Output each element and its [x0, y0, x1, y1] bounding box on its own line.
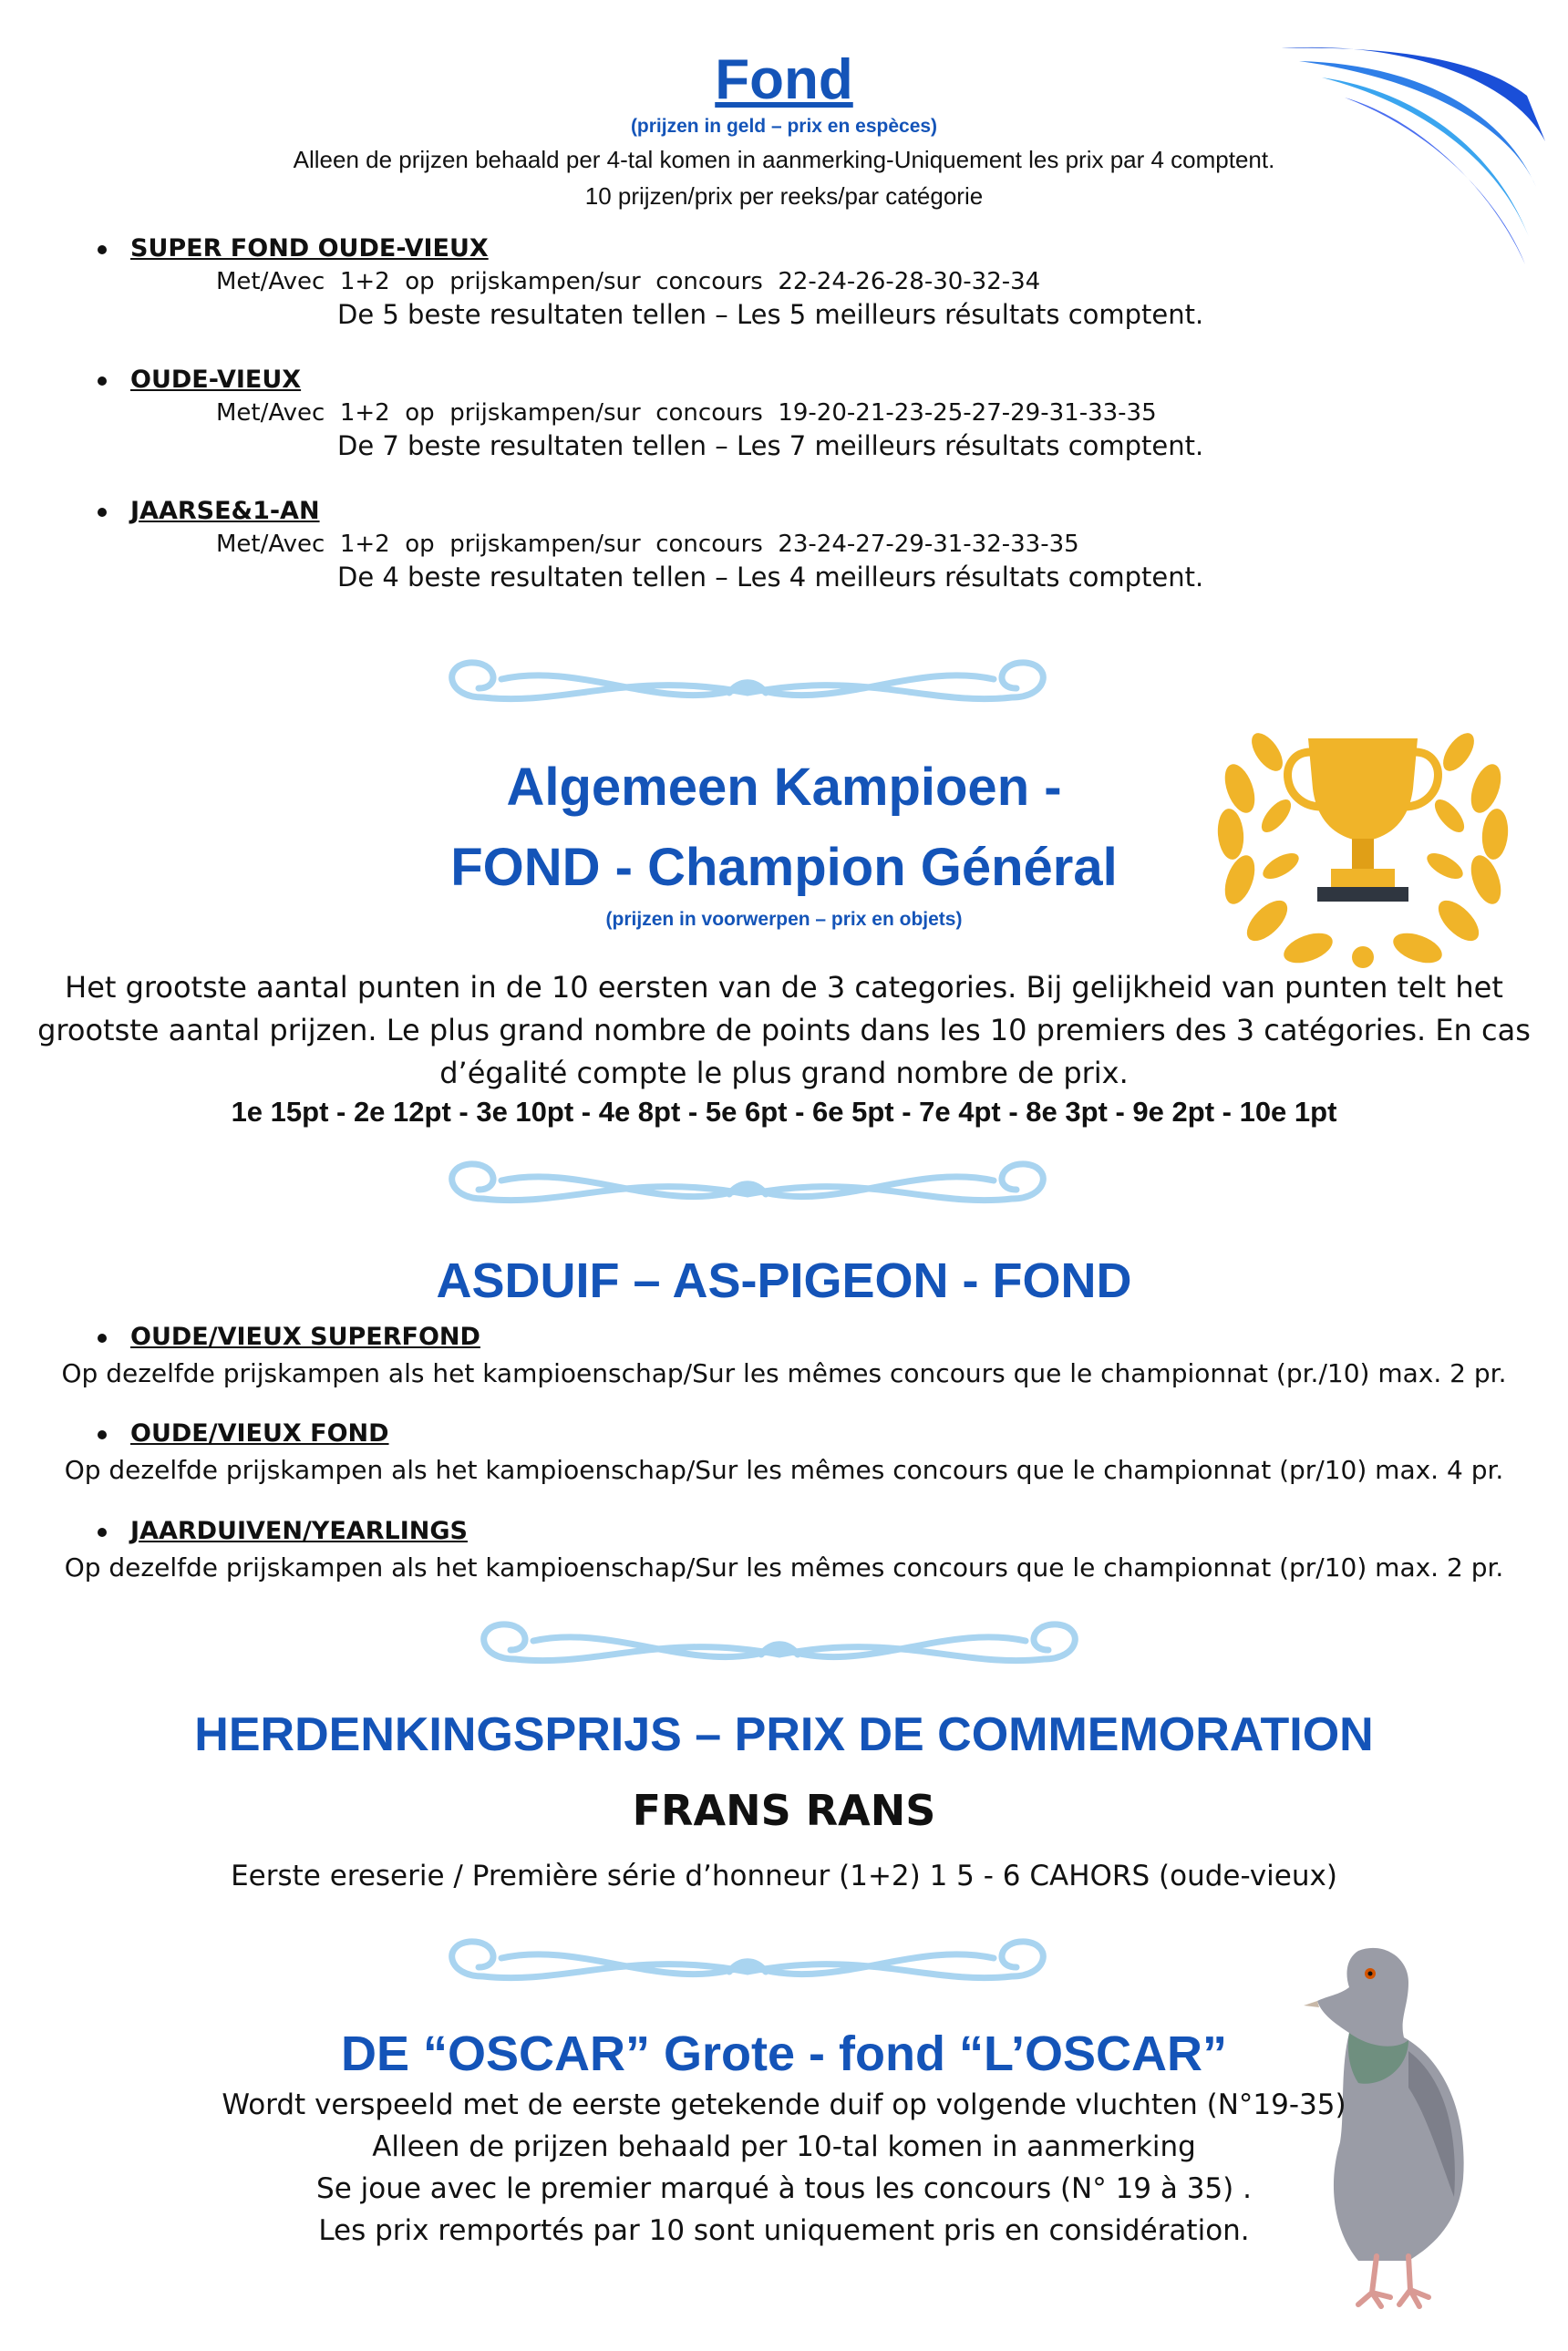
oscar-line4: Les prix remportés par 10 sont uniquement pris en considération.	[318, 2214, 1250, 2247]
memorial-line: Eerste ereserie / Première série d’honneur (1+2) 1 5 - 6 CAHORS (oude-vieux)	[231, 1860, 1337, 1892]
fond-category-count: De 7 beste resultaten tellen – Les 7 meilleurs résultats comptent.	[337, 430, 1204, 461]
oscar-line3: Se joue avec le premier marqué à tous les concours (N° 19 à 35) .	[316, 2172, 1252, 2205]
oscar-line1: Wordt verspeeld met de eerste getekende duif op volgende vluchten (N°19-35)	[222, 2088, 1346, 2121]
fond-title: Fond	[715, 48, 853, 111]
champion-title-line1: Algemeen Kampioen -	[506, 758, 1062, 817]
ornament-divider-icon	[428, 652, 1067, 725]
asduif-item-name: OUDE/VIEUX FOND	[130, 1419, 389, 1448]
fond-category-races: Met/Avec 1+2 op prijskampen/sur concours 19-20-21-23-25-27-29-31-33-35	[216, 399, 1157, 427]
fond-category-name: SUPER FOND OUDE-VIEUX	[130, 234, 489, 263]
fond-category-count: De 4 beste resultaten tellen – Les 4 meilleurs résultats comptent.	[337, 562, 1204, 593]
fond-category-name: OUDE-VIEUX	[130, 366, 302, 394]
fond-category-races: Met/Avec 1+2 op prijskampen/sur concours 22-24-26-28-30-32-34	[216, 268, 1041, 295]
fond-category-name: JAARSE&1-AN	[130, 497, 320, 525]
asduif-item-text: Op dezelfde prijskampen als het kampioenschap/Sur les mêmes concours que le championnat (pr/10) max. 2 pr.	[64, 1552, 1504, 1583]
asduif-title: ASDUIF – AS-PIGEON - FOND	[436, 1253, 1132, 1308]
ornament-divider-icon	[428, 1931, 1067, 2004]
asduif-item-name: JAARDUIVEN/YEARLINGS	[130, 1517, 468, 1545]
fond-subtitle: (prijzen in geld – prix en espèces)	[630, 116, 938, 137]
pigeon-icon	[1272, 1933, 1495, 2315]
oscar-title: DE “OSCAR” Grote - fond “L’OSCAR”	[341, 2026, 1227, 2081]
fond-category-count: De 5 beste resultaten tellen – Les 5 meilleurs résultats comptent.	[337, 299, 1204, 330]
oscar-line2: Alleen de prijzen behaald per 10-tal komen in aanmerking	[372, 2130, 1196, 2163]
fond-rule-line: Alleen de prijzen behaald per 4-tal komen in aanmerking-Uniquement les prix par 4 comptent.	[293, 146, 1275, 173]
asduif-item-name: OUDE/VIEUX SUPERFOND	[130, 1323, 480, 1351]
fond-prizes-line: 10 prijzen/prix per reeks/par catégorie	[584, 182, 984, 210]
asduif-item-text: Op dezelfde prijskampen als het kampioenschap/Sur les mêmes concours que le championnat (pr/10) max. 4 pr.	[64, 1455, 1504, 1485]
champion-title-line2: FOND - Champion Général	[450, 838, 1118, 897]
fond-category-races: Met/Avec 1+2 op prijskampen/sur concours 23-24-27-29-31-32-33-35	[216, 531, 1079, 558]
ornament-divider-icon	[428, 1153, 1067, 1226]
champion-paragraph-line3: d’égalité compte le plus grand nombre de prix.	[439, 1056, 1129, 1090]
ornament-divider-icon	[460, 1614, 1099, 1686]
champion-points-scale: 1e 15pt - 2e 12pt - 3e 10pt - 4e 8pt - 5e 6pt - 6e 5pt - 7e 4pt - 8e 3pt - 9e 2pt - 10e 1pt	[231, 1096, 1337, 1128]
asduif-item-text: Op dezelfde prijskampen als het kampioenschap/Sur les mêmes concours que le championnat (pr./10) max. 2 pr.	[61, 1358, 1507, 1388]
champion-subtitle: (prijzen in voorwerpen – prix en objets)	[605, 909, 963, 930]
memorial-name: FRANS RANS	[632, 1786, 936, 1835]
memorial-title: HERDENKINGSPRIJS – PRIX DE COMMEMORATION	[194, 1708, 1374, 1761]
champion-paragraph-line1: Het grootste aantal punten in de 10 eersten van de 3 categories. Bij gelijkheid van punten telt het	[65, 970, 1503, 1005]
champion-paragraph-line2: grootste aantal prijzen. Le plus grand nombre de points dans les 10 premiers des 3 catégories. En cas	[37, 1013, 1531, 1047]
